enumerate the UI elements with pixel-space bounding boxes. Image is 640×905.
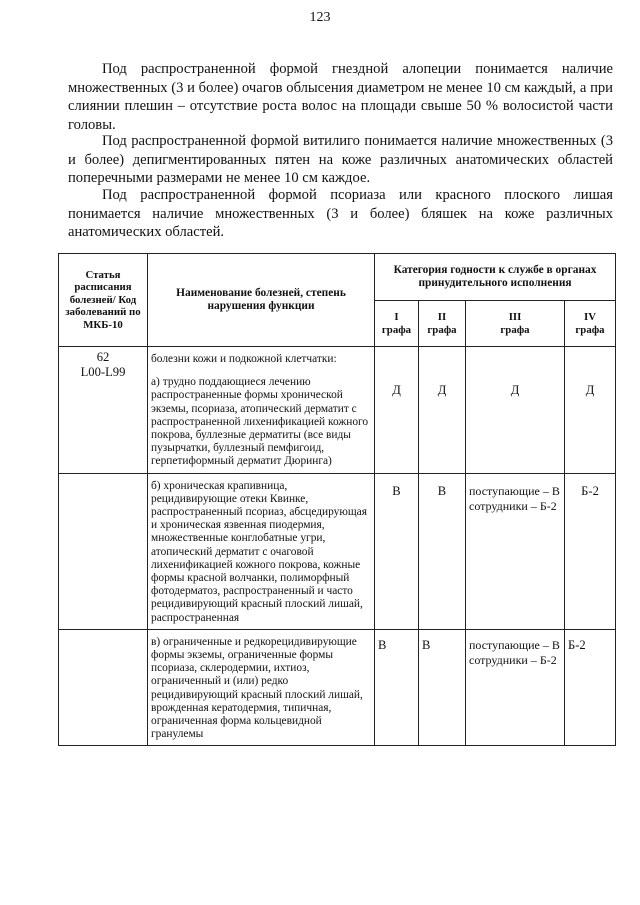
- table-header-row: [59, 254, 616, 301]
- row-b-graph-2: В: [419, 473, 466, 629]
- disease-cell-a: [148, 347, 375, 474]
- paragraph-vitiligo: Под распространенной формой витилиго понимается наличие множественных (3 и более) депигментированных пятен на коже различных анатомических областей поперечными размерами не менее 10 см каждое.: [68, 133, 613, 187]
- paragraph-alopecia: Под распространенной формой гнездной алопеции понимается наличие множественных (3 и более) очагов облысения диаметром не менее 10 см каждый, а при слиянии плешин – отсутствие роста волос на площади свыше 50 % волосистой части головы.: [68, 61, 613, 133]
- header-graph-3: [466, 301, 565, 347]
- graph-2-number: II: [437, 310, 447, 323]
- graph-2-label: графа: [427, 323, 457, 336]
- row-b-graph-3: [466, 473, 565, 629]
- disease-text-b: б) хроническая крапивница, рецидивирующие отеки Квинке, распространенный псориаз, абсцедирующая и хроническая язвенная пиодермия, множественные конглобатные угри, атопический дерматит с очаговой лихенификацией кожного покрова, кожные формы красной волчанки, полиморфный фотодерматоз, распространенный и часто рецидивирующий красный плоский лишай, распространенная: [151, 479, 367, 624]
- table-row: [59, 347, 616, 474]
- row-b-graph-3-employees: сотрудники – Б-2: [469, 498, 557, 513]
- row-c-graph-2: В: [419, 629, 466, 746]
- row-c-graph-3-candidates: поступающие – В: [469, 637, 560, 652]
- article-code: L00-L99: [80, 365, 126, 379]
- paragraph-psoriasis: Под распространенной формой псориаза или красного плоского лишая понимается наличие множественных (3 и более) бляшек на коже различных анатомических областей.: [68, 187, 613, 241]
- row-b-graph-4: Б-2: [565, 473, 616, 629]
- header-graph-2: [419, 301, 466, 347]
- row-b-graph-1: В: [375, 473, 419, 629]
- header-article: Статья расписания болезней/ Код заболеваний по МКБ-10: [59, 254, 148, 347]
- table-row: [59, 473, 616, 629]
- disease-text-a: а) трудно поддающиеся лечению распространенные формы хронической экземы, псориаза, атопический дерматит с распространенной лихенификацией кожного покрова, буллезные дерматиты (все виды пузырчатки, буллезный пемфигоид, герпетиформный дерматит Дюринга): [151, 376, 369, 468]
- article-number: 62: [96, 350, 110, 364]
- header-graph-1: [375, 301, 419, 347]
- row-c-graph-3: [466, 629, 565, 746]
- graph-4-number: IV: [584, 310, 596, 323]
- header-disease-name: Наименование болезней, степень нарушения функции: [148, 254, 375, 347]
- disease-text-c: в) ограниченные и редкорецидивирующие формы экземы, ограниченные формы псориаза, склеродермии, ихтиоз, ограниченный и (или) редко рецидивирующий красный плоский лишай, врожденная кератодермия, типичная, ограниченная форма кольцевидной гранулемы: [151, 635, 363, 741]
- header-graph-4: [565, 301, 616, 347]
- disease-cell-c: [148, 629, 375, 746]
- row-c-graph-3-employees: сотрудники – Б-2: [469, 652, 557, 667]
- fitness-category-table: [58, 253, 616, 746]
- graph-1-label: графа: [381, 323, 412, 336]
- graph-4-label: графа: [575, 323, 605, 336]
- article-cell-empty: [59, 473, 148, 629]
- row-a-graph-3: Д: [466, 347, 565, 474]
- row-a-graph-4: Д: [565, 347, 616, 474]
- article-cell: [59, 347, 148, 474]
- row-a-graph-1: Д: [375, 347, 419, 474]
- graph-3-label: графа: [500, 323, 530, 336]
- row-a-graph-2: Д: [419, 347, 466, 474]
- page-number: 123: [309, 10, 331, 25]
- row-c-graph-4: Б-2: [565, 629, 616, 746]
- disease-intro: болезни кожи и подкожной клетчатки:: [151, 353, 337, 365]
- table-row: [59, 629, 616, 746]
- graph-3-number: III: [508, 310, 522, 323]
- disease-cell-b: [148, 473, 375, 629]
- row-b-graph-3-candidates: поступающие – В: [469, 483, 560, 498]
- article-cell-empty: [59, 629, 148, 746]
- header-category: Категория годности к службе в органах принудительного исполнения: [375, 254, 616, 301]
- row-c-graph-1: В: [375, 629, 419, 746]
- graph-1-number: I: [394, 310, 399, 323]
